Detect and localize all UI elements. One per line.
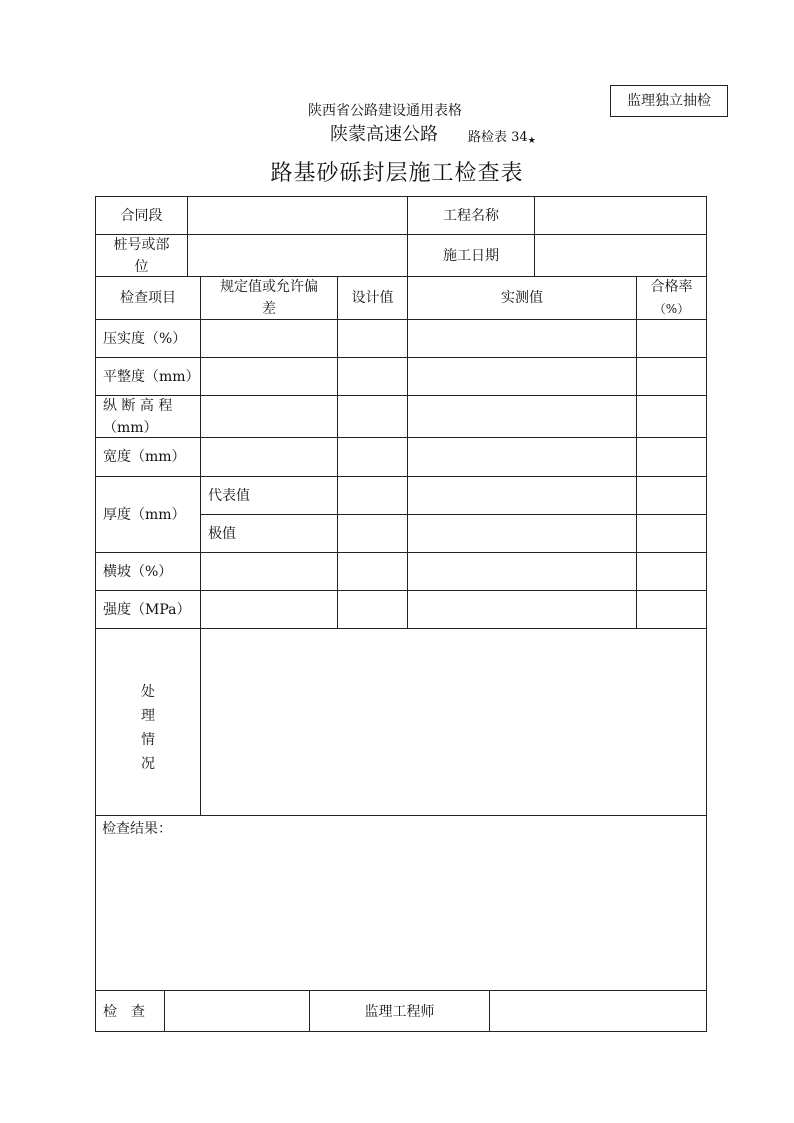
treatment-char: 处 (141, 684, 155, 700)
inspector-field[interactable] (165, 991, 309, 1031)
treatment-char: 理 (141, 708, 155, 724)
col-header-spec-line1: 规定值或允许偏 (220, 279, 318, 295)
row-label-thickness-ext: 极值 (208, 525, 236, 542)
row-label-elevation-line2: （mm） (103, 419, 158, 436)
col-header-pass-rate-line2: （%） (653, 302, 690, 316)
col-header-measured: 实测值 (501, 290, 543, 306)
contract-label: 合同段 (120, 207, 163, 224)
station-value[interactable] (188, 235, 407, 276)
form-number-text: 路检表 34 (468, 130, 528, 145)
result-field[interactable] (96, 840, 706, 990)
row-label-width: 宽度（mm） (103, 449, 186, 465)
station-label-line2: 位 (134, 258, 149, 275)
form-number (468, 126, 536, 146)
row-label-cross-slope: 横坡（%） (103, 563, 173, 580)
inspect-label: 检 查 (103, 1003, 145, 1020)
supervision-stamp-box: 监理独立抽检 (610, 85, 728, 117)
row-label-thickness: 厚度（mm） (103, 506, 186, 523)
row-label-elevation-line1: 纵 断 高 程 (103, 397, 173, 414)
row-label-flatness: 平整度（mm） (103, 368, 200, 385)
result-label: 检查结果： (102, 821, 172, 837)
row-label-elevation (96, 396, 200, 437)
supervisor-label: 监理工程师 (364, 1003, 435, 1020)
col-header-spec-line2: 差 (262, 301, 276, 317)
star-icon: ★ (527, 136, 536, 146)
province-form-label: 陕西省公路建设通用表格 (308, 103, 462, 119)
row-label-thickness-rep: 代表值 (208, 487, 250, 504)
col-header-design: 设计值 (351, 290, 394, 306)
col-divider (337, 276, 338, 628)
project-name-value[interactable] (535, 197, 706, 234)
row-label-strength: 强度（MPa） (103, 601, 191, 618)
col-header-item: 检查项目 (120, 290, 176, 306)
station-label (96, 235, 187, 276)
project-name-label: 工程名称 (443, 207, 499, 224)
row-divider (95, 815, 707, 816)
col-header-spec (201, 277, 337, 319)
treatment-char: 情 (141, 732, 155, 748)
highway-name: 陕蒙高速公路 (330, 124, 438, 145)
col-divider (407, 276, 408, 628)
treatment-char: 况 (141, 756, 155, 772)
construction-date-label: 施工日期 (443, 247, 499, 264)
col-divider (636, 276, 637, 628)
row-label-compaction: 压实度（%） (103, 330, 187, 347)
treatment-label (96, 680, 200, 776)
construction-date-value[interactable] (535, 235, 706, 276)
col-header-pass-rate (637, 277, 706, 319)
contract-value[interactable] (188, 197, 407, 234)
col-header-pass-rate-line1: 合格率 (650, 279, 693, 295)
supervisor-field[interactable] (490, 991, 706, 1031)
station-label-line1: 桩号或部 (113, 236, 170, 253)
page-title: 路基砂砾封层施工检查表 (270, 161, 524, 186)
treatment-field[interactable] (201, 629, 706, 815)
